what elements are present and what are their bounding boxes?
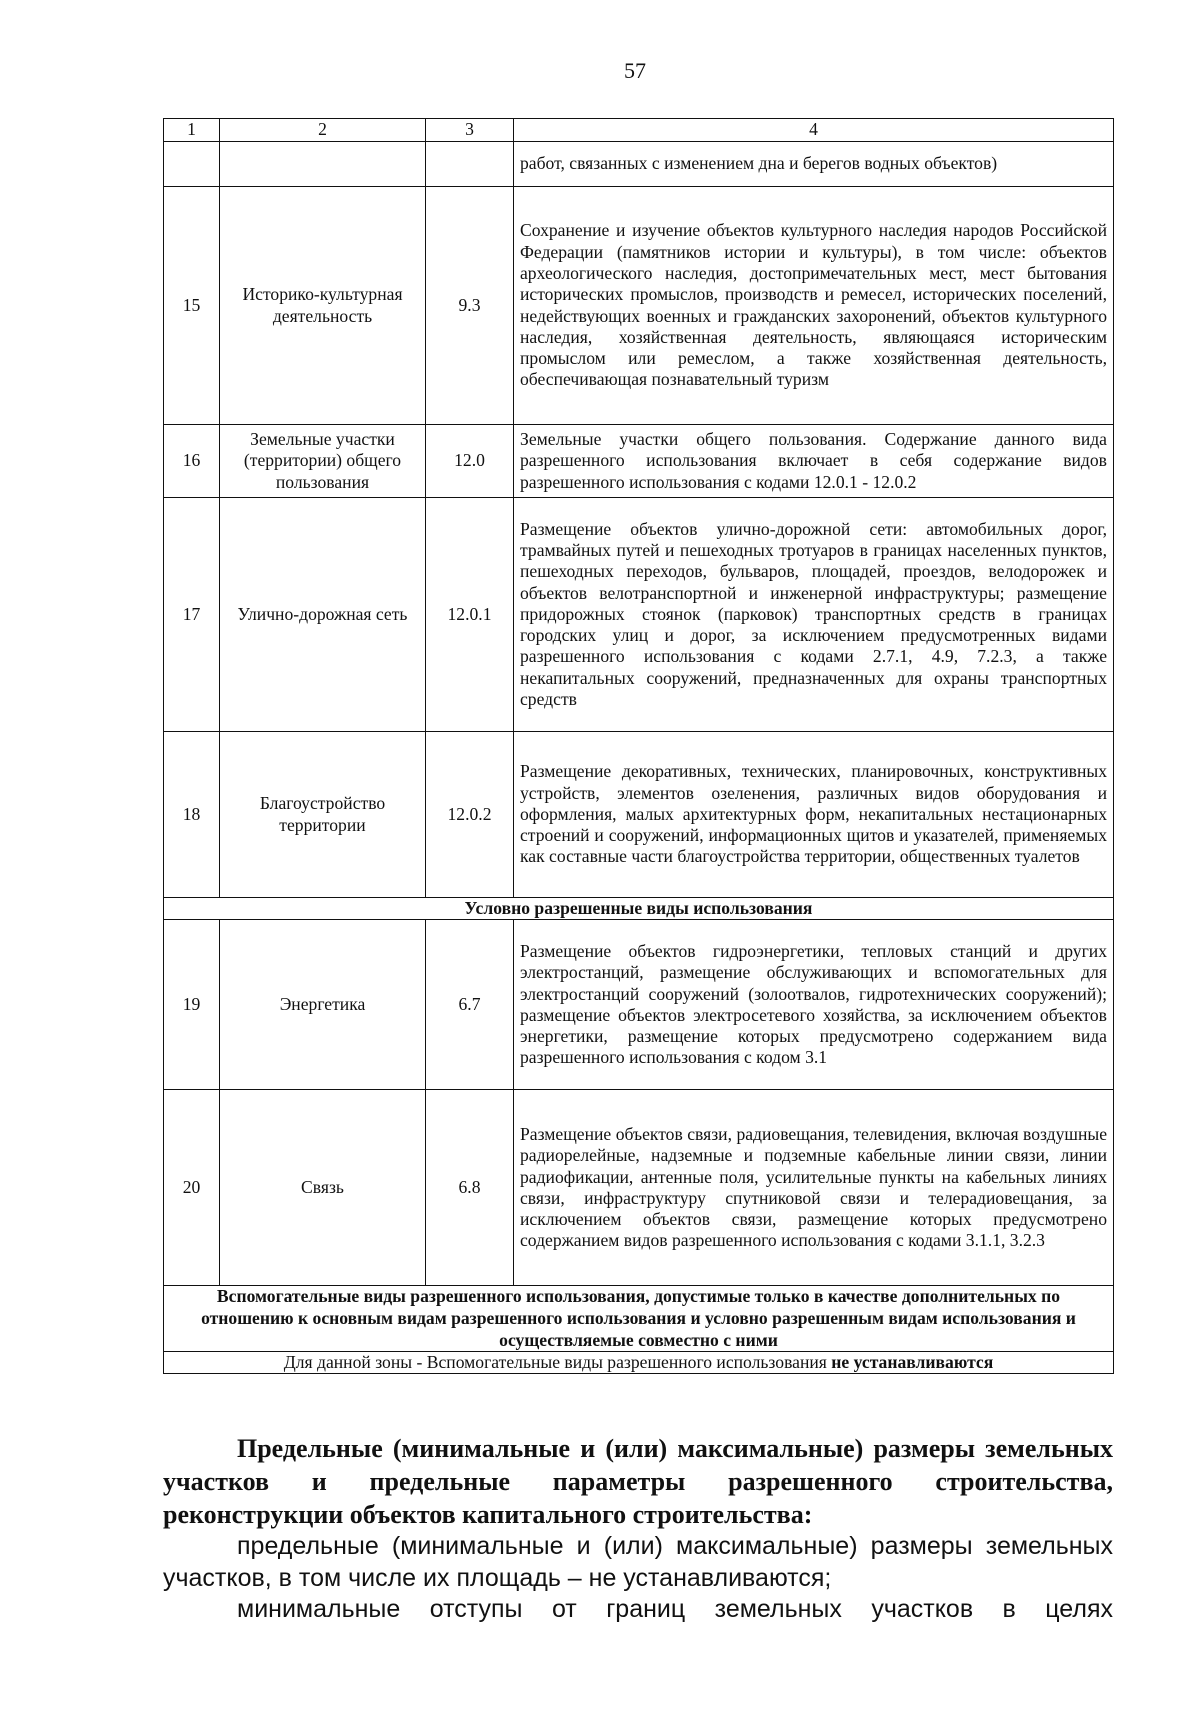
use-name: Историко-культурная деятельность (220, 187, 426, 425)
use-code: 12.0.2 (426, 732, 514, 898)
use-name: Связь (220, 1090, 426, 1286)
use-code: 6.7 (426, 920, 514, 1090)
section-row-conditional (164, 898, 1114, 920)
note-bold: не устанавливаются (831, 1352, 994, 1373)
table-row-continuation (164, 142, 1114, 187)
table-row (164, 425, 1114, 498)
table-row (164, 498, 1114, 732)
row-number: 15 (164, 187, 220, 425)
use-code: 12.0.1 (426, 498, 514, 732)
table-row (164, 920, 1114, 1090)
section-heading: Предельные (минимальные и (или) максимальные) размеры земельных участков и предельные параметры разрешенного строительства, реконструкции объектов капитального строительства: (163, 1434, 1113, 1529)
after-table-text (163, 1433, 1113, 1626)
permitted-use-table (163, 118, 1114, 1374)
table-row (164, 1090, 1114, 1286)
use-name: Улично-дорожная сеть (220, 498, 426, 732)
header-col-1: 1 (164, 119, 220, 142)
use-description: Сохранение и изучение объектов культурного наследия народов Российской Федерации (памятников истории и культуры), в том числе: объектов археологического наследия, достопримечательных мест, мест бытования исторических промыслов, производств и ремесел, исторических поселений, недействующих военных и гражданских захоронений, объектов культурного наследия, хозяйственная деятельность, являющаяся историческим промыслом или ремеслом, а также хозяйственная деятельность, обеспечивающая познавательный туризм (514, 187, 1114, 425)
use-name: Земельные участки (территории) общего пользования (220, 425, 426, 498)
use-code: 6.8 (426, 1090, 514, 1286)
note-row (164, 1352, 1114, 1374)
use-description: Размещение объектов гидроэнергетики, тепловых станций и других электростанций, размещение обслуживающих и вспомогательных для электростанций сооружений (золоотвалов, гидротехнических сооружений); размещение объектов электросетевого хозяйства, за исключением объектов энергетики, размещение которых предусмотрено содержанием вида разрешенного использования с кодом 3.1 (514, 920, 1114, 1090)
section-title-conditional: Условно разрешенные виды использования (164, 898, 1114, 920)
use-description: Земельные участки общего пользования. Содержание данного вида разрешенного использования включает в себя содержание видов разрешенного использования с кодами 12.0.1 - 12.0.2 (514, 425, 1114, 498)
table-header-row (164, 119, 1114, 142)
row-number: 17 (164, 498, 220, 732)
use-description: Размещение декоративных, технических, планировочных, конструктивных устройств, элементов озеленения, различных видов оборудования и оформления, малых архитектурных форм, некапитальных нестационарных строений и сооружений, информационных щитов и указателей, применяемых как составные части благоустройства территории, общественных туалетов (514, 732, 1114, 898)
page-number: 57 (624, 58, 646, 83)
row-number: 19 (164, 920, 220, 1090)
use-name: Благоустройство территории (220, 732, 426, 898)
paragraph-plot-sizes: предельные (минимальные и (или) максимальные) размеры земельных участков, в том числе их площадь – не устанавливаются; (163, 1532, 1113, 1592)
table-row (164, 187, 1114, 425)
header-col-4: 4 (514, 119, 1114, 142)
note-prefix: Для данной зоны - Вспомогательные виды разрешенного использования (283, 1352, 832, 1373)
row-number: 16 (164, 425, 220, 498)
continuation-text: работ, связанных с изменением дна и берегов водных объектов) (514, 142, 1114, 187)
use-description: Размещение объектов улично-дорожной сети: автомобильных дорог, трамвайных путей и пешеходных тротуаров в границах населенных пунктов, пешеходных переходов, бульваров, площадей, проездов, велодорожек и объектов велотранспортной и инженерной инфраструктуры; размещение придорожных стоянок (парковок) транспортных средств в границах городских улиц и дорог, за исключением предусмотренных видами разрешенного использования с кодами 2.7.1, 4.9, 7.2.3, а также некапитальных сооружений, предназначенных для охраны транспортных средств (514, 498, 1114, 732)
row-number: 18 (164, 732, 220, 898)
header-col-3: 3 (426, 119, 514, 142)
use-name: Энергетика (220, 920, 426, 1090)
section-title-auxiliary: Вспомогательные виды разрешенного использования, допустимые только в качестве дополнительных по отношению к основным видам разрешенного использования и условно разрешенным видам использования и осуществляемые совместно с ними (164, 1286, 1114, 1352)
header-col-2: 2 (220, 119, 426, 142)
use-code: 9.3 (426, 187, 514, 425)
paragraph-setbacks: минимальные отступы от границ земельных участков в целях (237, 1595, 1113, 1624)
section-row-auxiliary (164, 1286, 1114, 1352)
zone-note (164, 1352, 1114, 1374)
row-number: 20 (164, 1090, 220, 1286)
use-description: Размещение объектов связи, радиовещания, телевидения, включая воздушные радиорелейные, надземные и подземные кабельные линии связи, линии радиофикации, антенные поля, усилительные пункты на кабельных линиях связи, инфраструктуру спутниковой связи и телерадиовещания, за исключением объектов связи, размещение которых предусмотрено содержанием видов разрешенного использования с кодами 3.1.1, 3.2.3 (514, 1090, 1114, 1286)
use-code: 12.0 (426, 425, 514, 498)
table-row (164, 732, 1114, 898)
